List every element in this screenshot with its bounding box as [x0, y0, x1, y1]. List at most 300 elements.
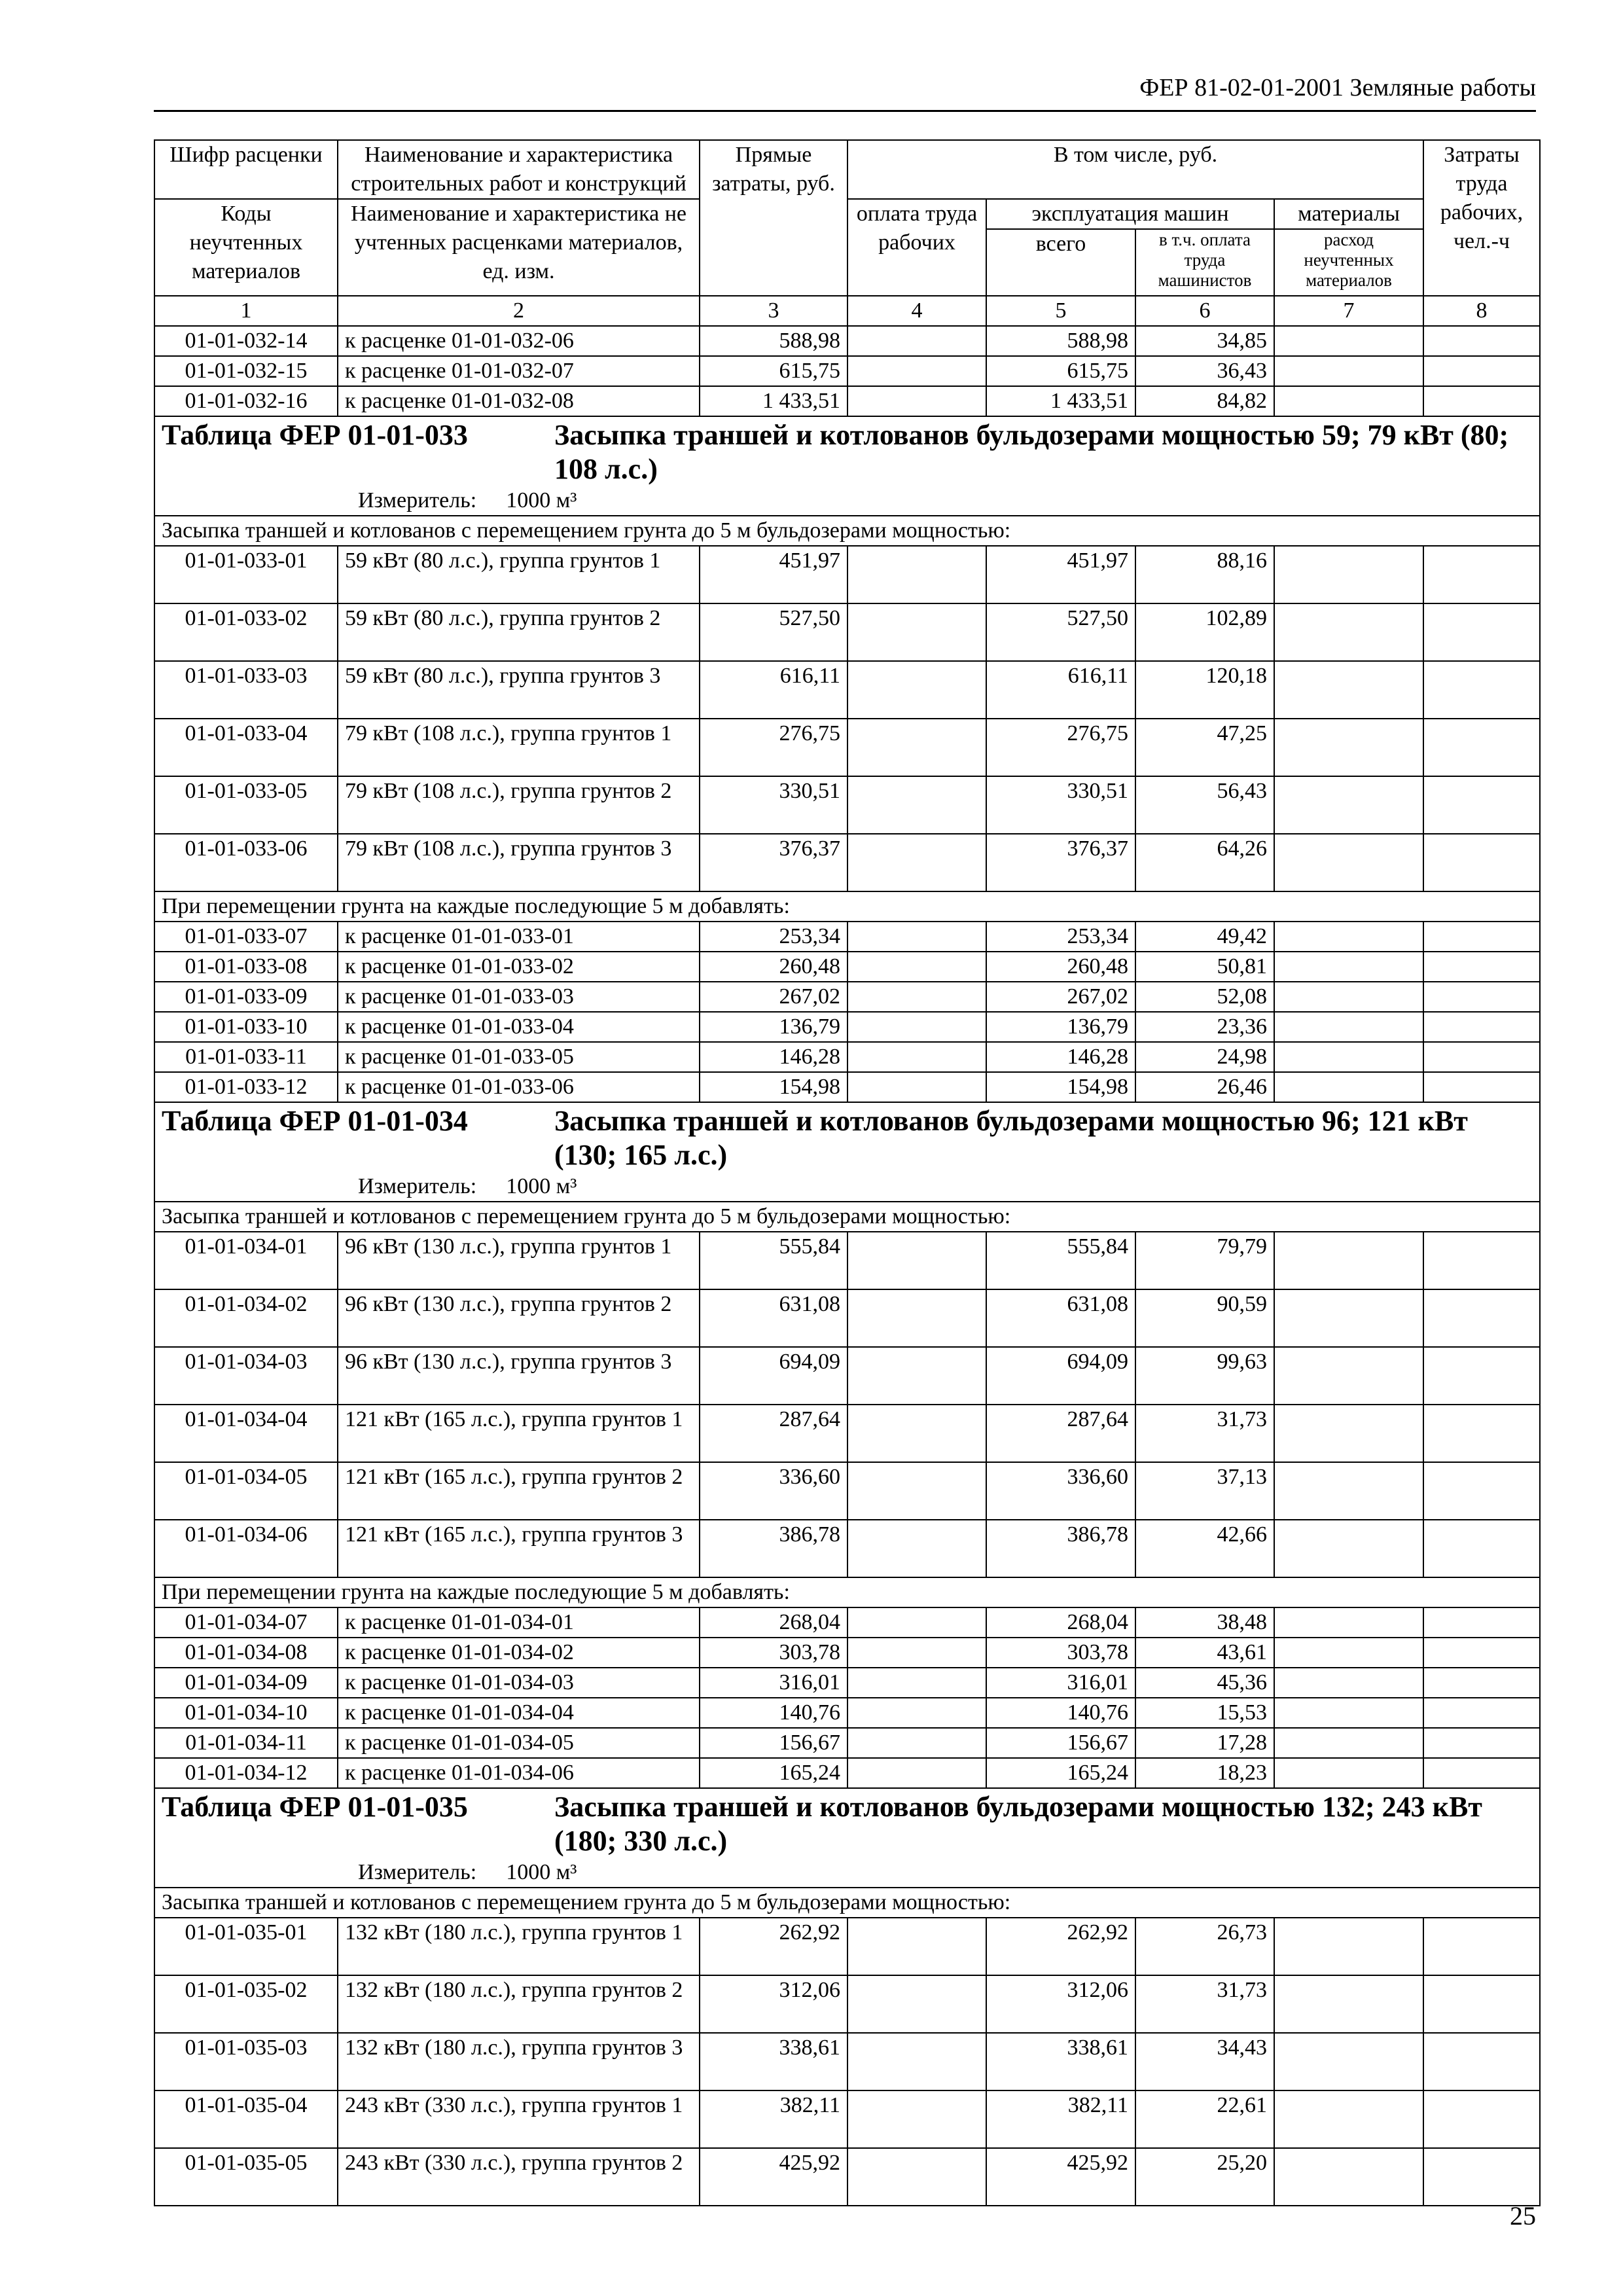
- labor-hours: [1423, 1289, 1540, 1347]
- header-row-1: [154, 140, 1540, 199]
- col-incl-header: В том числе, руб.: [847, 140, 1423, 199]
- machinist-pay: 56,43: [1135, 776, 1274, 834]
- col-direct-header: Прямые затраты, руб.: [700, 140, 847, 296]
- machine-cost: 260,48: [986, 952, 1135, 982]
- rate-code: 01-01-032-16: [154, 386, 338, 416]
- material-consumption: [1274, 1405, 1423, 1462]
- machine-cost: 386,78: [986, 1520, 1135, 1577]
- machinist-pay: 49,42: [1135, 922, 1274, 952]
- machine-cost: 616,11: [986, 661, 1135, 719]
- rate-name: 59 кВт (80 л.с.), группа грунтов 2: [338, 603, 700, 661]
- rate-code: 01-01-033-01: [154, 546, 338, 603]
- labor-pay: [847, 1520, 986, 1577]
- labor-pay: [847, 661, 986, 719]
- direct-cost: 146,28: [700, 1042, 847, 1072]
- direct-cost: 330,51: [700, 776, 847, 834]
- rate-name: 243 кВт (330 л.с.), группа грунтов 2: [338, 2148, 700, 2206]
- labor-hours: [1423, 982, 1540, 1012]
- machinist-pay: 47,25: [1135, 719, 1274, 776]
- rate-row: [154, 1462, 1540, 1520]
- machinist-pay: 22,61: [1135, 2090, 1274, 2148]
- rate-code: 01-01-033-10: [154, 1012, 338, 1042]
- meter-cell: [154, 1172, 1540, 1202]
- direct-cost: 588,98: [700, 326, 847, 356]
- machinist-pay: 17,28: [1135, 1728, 1274, 1758]
- material-consumption: [1274, 2090, 1423, 2148]
- rate-code: 01-01-033-11: [154, 1042, 338, 1072]
- labor-hours: [1423, 719, 1540, 776]
- rate-row: [154, 1698, 1540, 1728]
- material-consumption: [1274, 1698, 1423, 1728]
- rate-code: 01-01-034-07: [154, 1607, 338, 1638]
- rate-name: 79 кВт (108 л.с.), группа грунтов 2: [338, 776, 700, 834]
- rate-row: [154, 1289, 1540, 1347]
- machinist-pay: 102,89: [1135, 603, 1274, 661]
- machine-cost: 555,84: [986, 1232, 1135, 1289]
- labor-pay: [847, 386, 986, 416]
- rate-row: [154, 1072, 1540, 1102]
- rate-name: 79 кВт (108 л.с.), группа грунтов 3: [338, 834, 700, 891]
- rate-row: [154, 1520, 1540, 1577]
- rate-name: 96 кВт (130 л.с.), группа грунтов 3: [338, 1347, 700, 1405]
- labor-pay: [847, 1012, 986, 1042]
- meter-cell: [154, 1858, 1540, 1888]
- direct-cost: 156,67: [700, 1728, 847, 1758]
- labor-pay: [847, 982, 986, 1012]
- material-consumption: [1274, 2148, 1423, 2206]
- labor-hours: [1423, 952, 1540, 982]
- col-num-4: 4: [847, 296, 986, 326]
- labor-pay: [847, 2148, 986, 2206]
- rate-row: [154, 922, 1540, 952]
- rate-row: [154, 719, 1540, 776]
- rate-row: [154, 661, 1540, 719]
- machinist-pay: 31,73: [1135, 1975, 1274, 2033]
- direct-cost: 260,48: [700, 952, 847, 982]
- rate-row: [154, 546, 1540, 603]
- rate-code: 01-01-034-11: [154, 1728, 338, 1758]
- direct-cost: 316,01: [700, 1668, 847, 1698]
- labor-pay: [847, 1607, 986, 1638]
- rate-name: к расценке 01-01-034-06: [338, 1758, 700, 1788]
- rate-row: [154, 1405, 1540, 1462]
- machine-cost: 382,11: [986, 2090, 1135, 2148]
- labor-hours: [1423, 1072, 1540, 1102]
- col-num-8: 8: [1423, 296, 1540, 326]
- material-consumption: [1274, 1012, 1423, 1042]
- table-title-row: [154, 416, 1540, 486]
- table-meter-row: [154, 486, 1540, 516]
- rate-name: 59 кВт (80 л.с.), группа грунтов 3: [338, 661, 700, 719]
- labor-hours: [1423, 1638, 1540, 1668]
- meter: [162, 1172, 1533, 1201]
- rate-code: 01-01-034-03: [154, 1347, 338, 1405]
- group-caption-row: [154, 1577, 1540, 1607]
- group-caption-row: [154, 1888, 1540, 1918]
- machinist-pay: 42,66: [1135, 1520, 1274, 1577]
- machinist-pay: 23,36: [1135, 1012, 1274, 1042]
- rate-name: к расценке 01-01-032-07: [338, 356, 700, 386]
- machinist-pay: 120,18: [1135, 661, 1274, 719]
- rate-row: [154, 2033, 1540, 2090]
- rate-row: [154, 1668, 1540, 1698]
- material-consumption: [1274, 1042, 1423, 1072]
- labor-pay: [847, 1347, 986, 1405]
- machine-cost: 376,37: [986, 834, 1135, 891]
- direct-cost: 386,78: [700, 1520, 847, 1577]
- labor-hours: [1423, 1520, 1540, 1577]
- machinist-pay: 34,85: [1135, 326, 1274, 356]
- page-number: 25: [1510, 2201, 1536, 2231]
- material-consumption: [1274, 386, 1423, 416]
- meter: [162, 486, 1533, 515]
- rate-name: к расценке 01-01-033-04: [338, 1012, 700, 1042]
- meter-label: Измеритель:: [358, 488, 477, 512]
- machine-cost: 312,06: [986, 1975, 1135, 2033]
- machinist-pay: 34,43: [1135, 2033, 1274, 2090]
- rate-code: 01-01-034-12: [154, 1758, 338, 1788]
- direct-cost: 336,60: [700, 1462, 847, 1520]
- labor-hours: [1423, 1728, 1540, 1758]
- rate-name: 132 кВт (180 л.с.), группа грунтов 2: [338, 1975, 700, 2033]
- labor-hours: [1423, 1668, 1540, 1698]
- labor-pay: [847, 1638, 986, 1668]
- group-caption: При перемещении грунта на каждые последующие 5 м добавлять:: [154, 1577, 1540, 1607]
- labor-hours: [1423, 356, 1540, 386]
- labor-hours: [1423, 2090, 1540, 2148]
- material-consumption: [1274, 1520, 1423, 1577]
- machine-cost: 156,67: [986, 1728, 1135, 1758]
- meter: [162, 1858, 1533, 1887]
- table-id: Таблица ФЕР 01-01-033: [162, 419, 468, 451]
- header-row-2: [154, 199, 1540, 229]
- meter-value: 1000 м³: [506, 488, 577, 512]
- table-name: Засыпка траншей и котлованов бульдозерами мощностью 132; 243 кВт (180; 330 л.с.): [554, 1791, 1482, 1857]
- column-number-row: [154, 296, 1540, 326]
- rate-code: 01-01-035-04: [154, 2090, 338, 2148]
- machine-cost: 631,08: [986, 1289, 1135, 1347]
- rate-name: к расценке 01-01-032-06: [338, 326, 700, 356]
- direct-cost: 555,84: [700, 1232, 847, 1289]
- rate-name: к расценке 01-01-034-03: [338, 1668, 700, 1698]
- rate-row: [154, 834, 1540, 891]
- direct-cost: 154,98: [700, 1072, 847, 1102]
- material-consumption: [1274, 2033, 1423, 2090]
- direct-cost: 303,78: [700, 1638, 847, 1668]
- machine-cost: 527,50: [986, 603, 1135, 661]
- rate-row: [154, 603, 1540, 661]
- machinist-pay: 90,59: [1135, 1289, 1274, 1347]
- material-consumption: [1274, 982, 1423, 1012]
- machine-cost: 303,78: [986, 1638, 1135, 1668]
- machine-cost: 154,98: [986, 1072, 1135, 1102]
- rate-code: 01-01-035-05: [154, 2148, 338, 2206]
- labor-hours: [1423, 2033, 1540, 2090]
- rate-name: к расценке 01-01-033-05: [338, 1042, 700, 1072]
- material-consumption: [1274, 1232, 1423, 1289]
- header-divider: [154, 110, 1536, 112]
- material-consumption: [1274, 1462, 1423, 1520]
- col-name-header: Наименование и характеристика строительных работ и конструкций: [338, 140, 700, 199]
- rate-name: к расценке 01-01-033-03: [338, 982, 700, 1012]
- rate-name: 121 кВт (165 л.с.), группа грунтов 2: [338, 1462, 700, 1520]
- meter-label: Измеритель:: [358, 1174, 477, 1198]
- col-labor-pay-header: оплата труда рабочих: [847, 199, 986, 296]
- machine-cost: 267,02: [986, 982, 1135, 1012]
- rate-name: к расценке 01-01-033-02: [338, 952, 700, 982]
- direct-cost: 631,08: [700, 1289, 847, 1347]
- rate-name: 132 кВт (180 л.с.), группа грунтов 3: [338, 2033, 700, 2090]
- machine-cost: 615,75: [986, 356, 1135, 386]
- direct-cost: 262,92: [700, 1918, 847, 1975]
- machine-cost: 588,98: [986, 326, 1135, 356]
- labor-pay: [847, 1289, 986, 1347]
- rate-code: 01-01-035-02: [154, 1975, 338, 2033]
- machine-cost: 338,61: [986, 2033, 1135, 2090]
- table-title-cell: [154, 1788, 1540, 1858]
- rate-name: 121 кВт (165 л.с.), группа грунтов 3: [338, 1520, 700, 1577]
- machine-cost: 425,92: [986, 2148, 1135, 2206]
- rate-code: 01-01-032-15: [154, 356, 338, 386]
- rate-code: 01-01-035-03: [154, 2033, 338, 2090]
- group-caption: Засыпка траншей и котлованов с перемещением грунта до 5 м бульдозерами мощностью:: [154, 1202, 1540, 1232]
- group-caption: При перемещении грунта на каждые последующие 5 м добавлять:: [154, 891, 1540, 922]
- col-labor-hours-header: Затраты труда рабочих, чел.-ч: [1423, 140, 1540, 296]
- rate-row: [154, 2148, 1540, 2206]
- material-consumption: [1274, 603, 1423, 661]
- labor-pay: [847, 1698, 986, 1728]
- labor-hours: [1423, 1607, 1540, 1638]
- rate-code: 01-01-034-04: [154, 1405, 338, 1462]
- machinist-pay: 43,61: [1135, 1638, 1274, 1668]
- rate-row: [154, 1638, 1540, 1668]
- material-consumption: [1274, 1728, 1423, 1758]
- machinist-pay: 38,48: [1135, 1607, 1274, 1638]
- material-consumption: [1274, 1289, 1423, 1347]
- col-num-5: 5: [986, 296, 1135, 326]
- labor-pay: [847, 719, 986, 776]
- machinist-pay: 84,82: [1135, 386, 1274, 416]
- table-title-row: [154, 1788, 1540, 1858]
- group-caption: Засыпка траншей и котлованов с перемещением грунта до 5 м бульдозерами мощностью:: [154, 516, 1540, 546]
- direct-cost: 451,97: [700, 546, 847, 603]
- rate-code: 01-01-034-09: [154, 1668, 338, 1698]
- meter-label: Измеритель:: [358, 1860, 477, 1884]
- rate-code: 01-01-033-05: [154, 776, 338, 834]
- rate-row: [154, 326, 1540, 356]
- labor-pay: [847, 1072, 986, 1102]
- direct-cost: 376,37: [700, 834, 847, 891]
- rate-code: 01-01-033-02: [154, 603, 338, 661]
- machinist-pay: 88,16: [1135, 546, 1274, 603]
- rate-row: [154, 1728, 1540, 1758]
- rate-row: [154, 1758, 1540, 1788]
- rate-row: [154, 1975, 1540, 2033]
- labor-hours: [1423, 1462, 1540, 1520]
- rate-name: 96 кВт (130 л.с.), группа грунтов 1: [338, 1232, 700, 1289]
- group-caption: Засыпка траншей и котлованов с перемещением грунта до 5 м бульдозерами мощностью:: [154, 1888, 1540, 1918]
- direct-cost: 268,04: [700, 1607, 847, 1638]
- rate-code: 01-01-034-02: [154, 1289, 338, 1347]
- machinist-pay: 36,43: [1135, 356, 1274, 386]
- labor-pay: [847, 1975, 986, 2033]
- rate-name: к расценке 01-01-033-01: [338, 922, 700, 952]
- machine-cost: 268,04: [986, 1607, 1135, 1638]
- rate-name: 121 кВт (165 л.с.), группа грунтов 1: [338, 1405, 700, 1462]
- machine-cost: 136,79: [986, 1012, 1135, 1042]
- rate-code: 01-01-032-14: [154, 326, 338, 356]
- rate-code: 01-01-033-06: [154, 834, 338, 891]
- rate-name: к расценке 01-01-034-05: [338, 1728, 700, 1758]
- rate-row: [154, 1607, 1540, 1638]
- machine-cost: 140,76: [986, 1698, 1135, 1728]
- rate-code: 01-01-034-10: [154, 1698, 338, 1728]
- machine-cost: 146,28: [986, 1042, 1135, 1072]
- material-consumption: [1274, 1607, 1423, 1638]
- labor-pay: [847, 326, 986, 356]
- direct-cost: 165,24: [700, 1758, 847, 1788]
- col-num-7: 7: [1274, 296, 1423, 326]
- machinist-pay: 15,53: [1135, 1698, 1274, 1728]
- labor-hours: [1423, 1232, 1540, 1289]
- machine-cost: 336,60: [986, 1462, 1135, 1520]
- machinist-pay: 52,08: [1135, 982, 1274, 1012]
- direct-cost: 616,11: [700, 661, 847, 719]
- col-num-6: 6: [1135, 296, 1274, 326]
- rate-row: [154, 982, 1540, 1012]
- machinist-pay: 26,73: [1135, 1918, 1274, 1975]
- labor-pay: [847, 776, 986, 834]
- col-num-3: 3: [700, 296, 847, 326]
- table-meter-row: [154, 1858, 1540, 1888]
- rate-name: к расценке 01-01-033-06: [338, 1072, 700, 1102]
- rate-code: 01-01-033-07: [154, 922, 338, 952]
- labor-pay: [847, 603, 986, 661]
- direct-cost: 694,09: [700, 1347, 847, 1405]
- direct-cost: 312,06: [700, 1975, 847, 2033]
- machine-cost: 451,97: [986, 546, 1135, 603]
- rates-table: [154, 139, 1541, 2206]
- rate-code: 01-01-034-06: [154, 1520, 338, 1577]
- rate-row: [154, 1347, 1540, 1405]
- rate-row: [154, 2090, 1540, 2148]
- material-consumption: [1274, 719, 1423, 776]
- machinist-pay: 79,79: [1135, 1232, 1274, 1289]
- col-mach-total-header: всего: [986, 229, 1135, 296]
- table-name: Засыпка траншей и котлованов бульдозерами мощностью 59; 79 кВт (80; 108 л.с.): [554, 419, 1509, 485]
- group-caption-row: [154, 1202, 1540, 1232]
- machinist-pay: 24,98: [1135, 1042, 1274, 1072]
- material-consumption: [1274, 1072, 1423, 1102]
- col-num-1: 1: [154, 296, 338, 326]
- rate-row: [154, 1042, 1540, 1072]
- rate-name: к расценке 01-01-034-01: [338, 1607, 700, 1638]
- machinist-pay: 45,36: [1135, 1668, 1274, 1698]
- labor-hours: [1423, 661, 1540, 719]
- machinist-pay: 26,46: [1135, 1072, 1274, 1102]
- meter-value: 1000 м³: [506, 1860, 577, 1884]
- direct-cost: 338,61: [700, 2033, 847, 2090]
- labor-pay: [847, 1918, 986, 1975]
- rate-code: 01-01-034-01: [154, 1232, 338, 1289]
- labor-pay: [847, 1042, 986, 1072]
- rate-row: [154, 1012, 1540, 1042]
- labor-pay: [847, 1668, 986, 1698]
- rate-code: 01-01-033-03: [154, 661, 338, 719]
- labor-pay: [847, 1405, 986, 1462]
- machinist-pay: 99,63: [1135, 1347, 1274, 1405]
- rate-code: 01-01-033-09: [154, 982, 338, 1012]
- labor-hours: [1423, 1405, 1540, 1462]
- table-title-cell: [154, 1102, 1540, 1172]
- labor-pay: [847, 356, 986, 386]
- labor-pay: [847, 952, 986, 982]
- rate-name: 79 кВт (108 л.с.), группа грунтов 1: [338, 719, 700, 776]
- labor-pay: [847, 2033, 986, 2090]
- rate-code: 01-01-035-01: [154, 1918, 338, 1975]
- labor-hours: [1423, 922, 1540, 952]
- machinist-pay: 64,26: [1135, 834, 1274, 891]
- rate-name: к расценке 01-01-032-08: [338, 386, 700, 416]
- labor-hours: [1423, 1758, 1540, 1788]
- material-consumption: [1274, 1347, 1423, 1405]
- labor-hours: [1423, 603, 1540, 661]
- rate-code: 01-01-034-05: [154, 1462, 338, 1520]
- labor-hours: [1423, 834, 1540, 891]
- labor-hours: [1423, 386, 1540, 416]
- labor-hours: [1423, 546, 1540, 603]
- labor-hours: [1423, 1347, 1540, 1405]
- material-consumption: [1274, 952, 1423, 982]
- rate-name: к расценке 01-01-034-02: [338, 1638, 700, 1668]
- labor-pay: [847, 546, 986, 603]
- machine-cost: 1 433,51: [986, 386, 1135, 416]
- machinist-pay: 18,23: [1135, 1758, 1274, 1788]
- direct-cost: 287,64: [700, 1405, 847, 1462]
- table-name: Засыпка траншей и котлованов бульдозерами мощностью 96; 121 кВт (130; 165 л.с.): [554, 1105, 1468, 1171]
- material-consumption: [1274, 546, 1423, 603]
- direct-cost: 136,79: [700, 1012, 847, 1042]
- labor-hours: [1423, 2148, 1540, 2206]
- rate-name: 243 кВт (330 л.с.), группа грунтов 1: [338, 2090, 700, 2148]
- table-meter-row: [154, 1172, 1540, 1202]
- rate-name: к расценке 01-01-034-04: [338, 1698, 700, 1728]
- rate-row: [154, 356, 1540, 386]
- material-consumption: [1274, 356, 1423, 386]
- rate-code: 01-01-033-04: [154, 719, 338, 776]
- direct-cost: 253,34: [700, 922, 847, 952]
- labor-pay: [847, 1462, 986, 1520]
- material-consumption: [1274, 776, 1423, 834]
- labor-hours: [1423, 1012, 1540, 1042]
- material-consumption: [1274, 1758, 1423, 1788]
- table-title-cell: [154, 416, 1540, 486]
- material-consumption: [1274, 1638, 1423, 1668]
- machine-cost: 262,92: [986, 1918, 1135, 1975]
- rate-code: 01-01-033-08: [154, 952, 338, 982]
- col-machines-header: эксплуатация машин: [986, 199, 1274, 229]
- machine-cost: 165,24: [986, 1758, 1135, 1788]
- labor-pay: [847, 922, 986, 952]
- machinist-pay: 31,73: [1135, 1405, 1274, 1462]
- machine-cost: 316,01: [986, 1668, 1135, 1698]
- table-id: Таблица ФЕР 01-01-035: [162, 1791, 468, 1823]
- rate-row: [154, 1232, 1540, 1289]
- material-consumption: [1274, 834, 1423, 891]
- rate-name: 96 кВт (130 л.с.), группа грунтов 2: [338, 1289, 700, 1347]
- meter-cell: [154, 486, 1540, 516]
- labor-pay: [847, 1232, 986, 1289]
